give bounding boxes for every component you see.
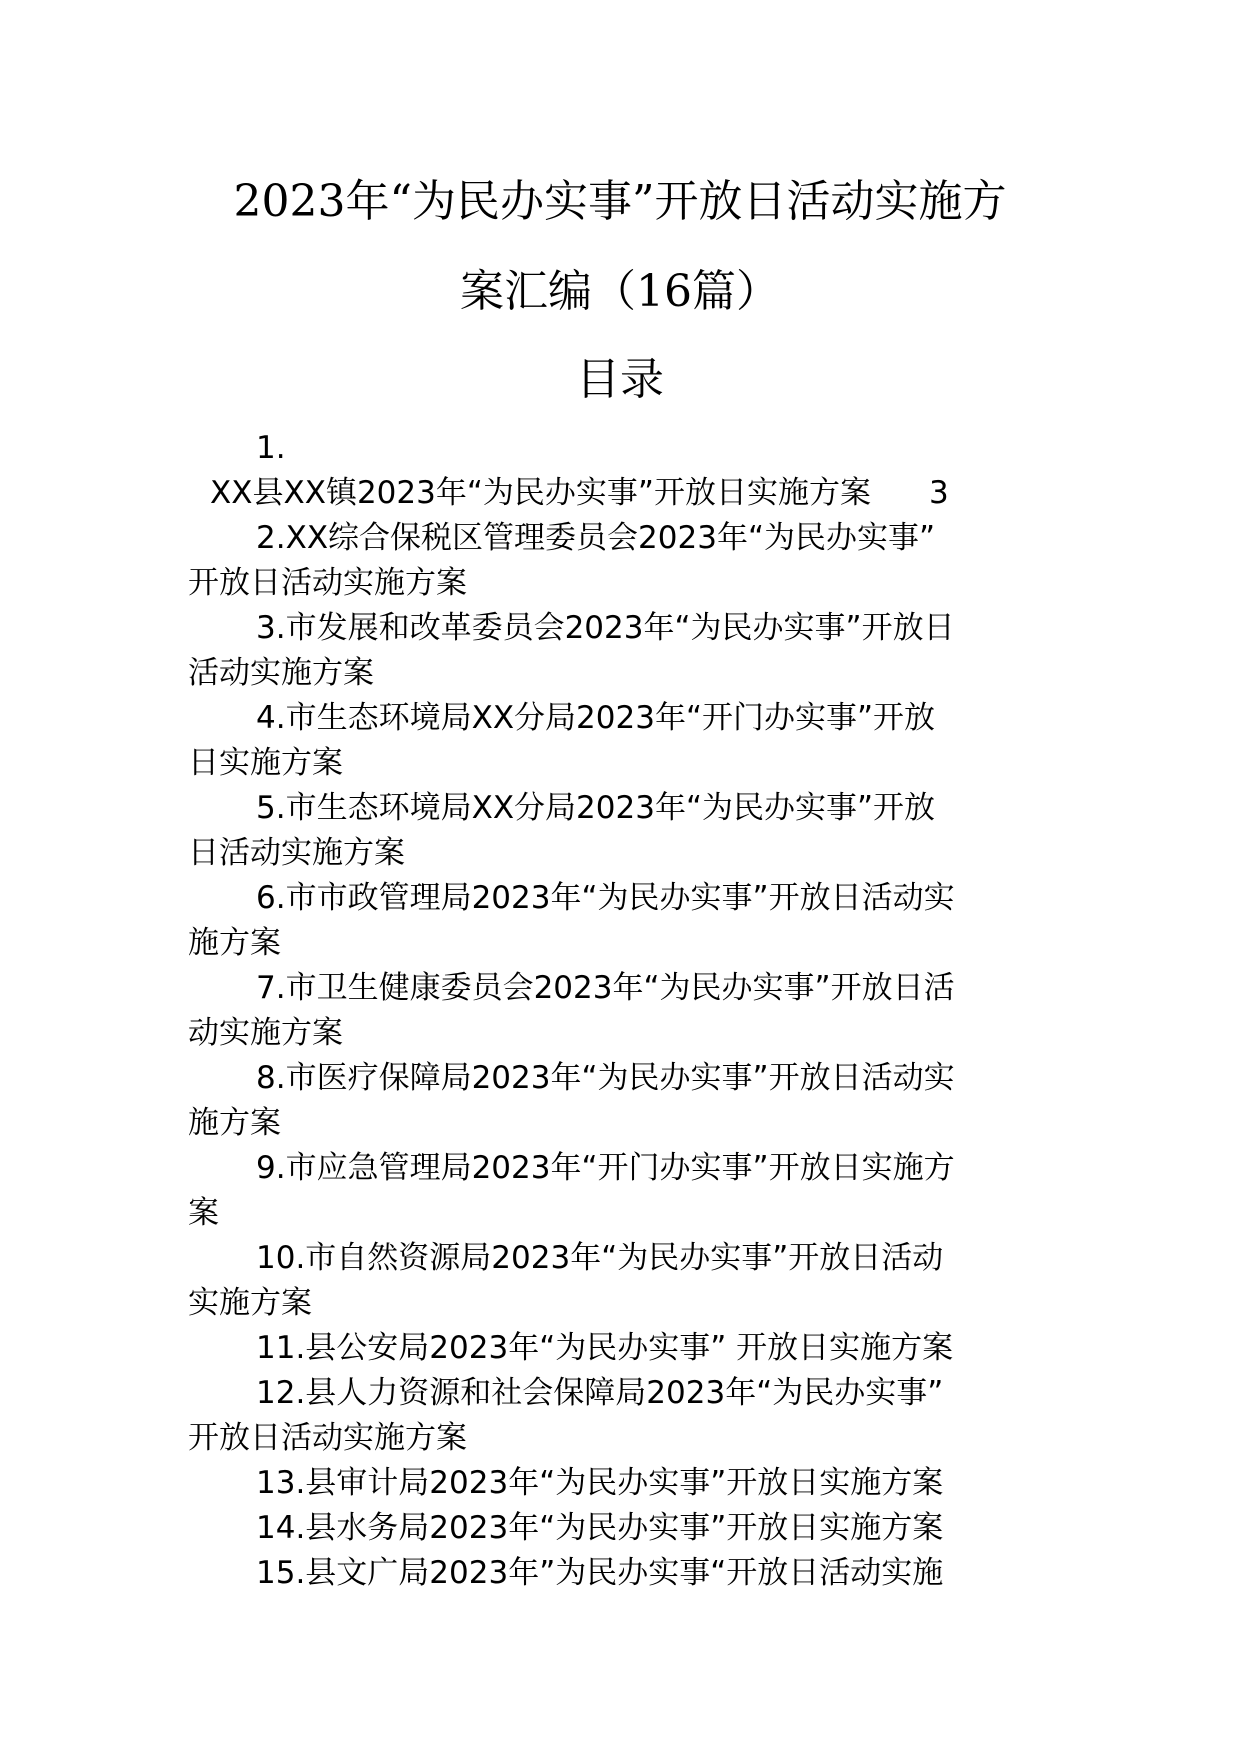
toc-entry-10[interactable] [188, 1236, 1058, 1326]
toc-entry-4[interactable] [188, 696, 1058, 786]
toc-entry-14-line-1: 14.县水务局2023年“为民办实事”开放日实施方案 [256, 1510, 944, 1546]
toc-entry-2-line-1: 2.XX综合保税区管理委员会2023年“为民办实事” [256, 520, 936, 556]
toc-entry-9-line-1: 9.市应急管理局2023年“开门办实事”开放日实施方 [256, 1150, 955, 1186]
toc-entry-3[interactable] [188, 606, 1058, 696]
toc-entry-5-line-1: 5.市生态环境局XX分局2023年“为民办实事”开放 [256, 790, 936, 826]
toc-entry-8-line-2: 施方案 [188, 1105, 281, 1141]
toc-entry-7[interactable] [188, 966, 1058, 1056]
toc-entry-3-line-2: 活动实施方案 [188, 655, 374, 691]
toc-heading: 目录 [576, 354, 664, 405]
toc-entry-1-line-1: 1. [256, 430, 286, 466]
toc-entry-13-line-1: 13.县审计局2023年“为民办实事”开放日实施方案 [256, 1465, 944, 1501]
toc-entry-13[interactable] [188, 1461, 1058, 1506]
toc-entry-12-line-1: 12.县人力资源和社会保障局2023年“为民办实事” [256, 1375, 944, 1411]
document-title-line-1: 2023年“为民办实事”开放日活动实施方 [233, 176, 1007, 227]
toc-entry-4-line-1: 4.市生态环境局XX分局2023年“开门办实事”开放 [256, 700, 936, 736]
toc-entry-2[interactable] [188, 516, 1058, 606]
table-of-contents [188, 426, 1058, 1596]
toc-entry-1-line-2 [188, 471, 1058, 516]
toc-entry-6[interactable] [188, 876, 1058, 966]
toc-entry-1[interactable] [188, 426, 1058, 516]
toc-entry-15[interactable] [188, 1551, 1058, 1596]
toc-entry-9-line-2: 案 [188, 1195, 219, 1231]
toc-entry-11-line-1: 11.县公安局2023年“为民办实事” 开放日实施方案 [256, 1330, 954, 1366]
toc-entry-11[interactable] [188, 1326, 1058, 1371]
toc-entry-10-line-1: 10.市自然资源局2023年“为民办实事”开放日活动 [256, 1240, 944, 1276]
toc-entry-5[interactable] [188, 786, 1058, 876]
toc-entry-12[interactable] [188, 1371, 1058, 1461]
toc-entry-5-line-2: 日活动实施方案 [188, 835, 405, 871]
toc-entry-7-line-2: 动实施方案 [188, 1015, 343, 1051]
toc-entry-9[interactable] [188, 1146, 1058, 1236]
toc-entry-4-line-2: 日实施方案 [188, 745, 343, 781]
toc-entry-8-line-1: 8.市医疗保障局2023年“为民办实事”开放日活动实 [256, 1060, 955, 1096]
toc-entry-1-text: XX县XX镇2023年“为民办实事”开放日实施方案 [210, 475, 871, 511]
toc-entry-6-line-2: 施方案 [188, 925, 281, 961]
toc-entry-1-page-number: 3 [928, 475, 949, 511]
toc-entry-2-line-2: 开放日活动实施方案 [188, 565, 467, 601]
toc-entry-12-line-2: 开放日活动实施方案 [188, 1420, 467, 1456]
document-title-line-2: 案汇编（16篇） [460, 266, 780, 317]
toc-entry-10-line-2: 实施方案 [188, 1285, 312, 1321]
toc-entry-7-line-1: 7.市卫生健康委员会2023年“为民办实事”开放日活 [256, 970, 955, 1006]
toc-entry-3-line-1: 3.市发展和改革委员会2023年“为民办实事”开放日 [256, 610, 955, 646]
toc-entry-8[interactable] [188, 1056, 1058, 1146]
toc-entry-6-line-1: 6.市市政管理局2023年“为民办实事”开放日活动实 [256, 880, 955, 916]
toc-entry-14[interactable] [188, 1506, 1058, 1551]
toc-entry-15-line-1: 15.县文广局2023年”为民办实事“开放日活动实施 [256, 1555, 944, 1591]
